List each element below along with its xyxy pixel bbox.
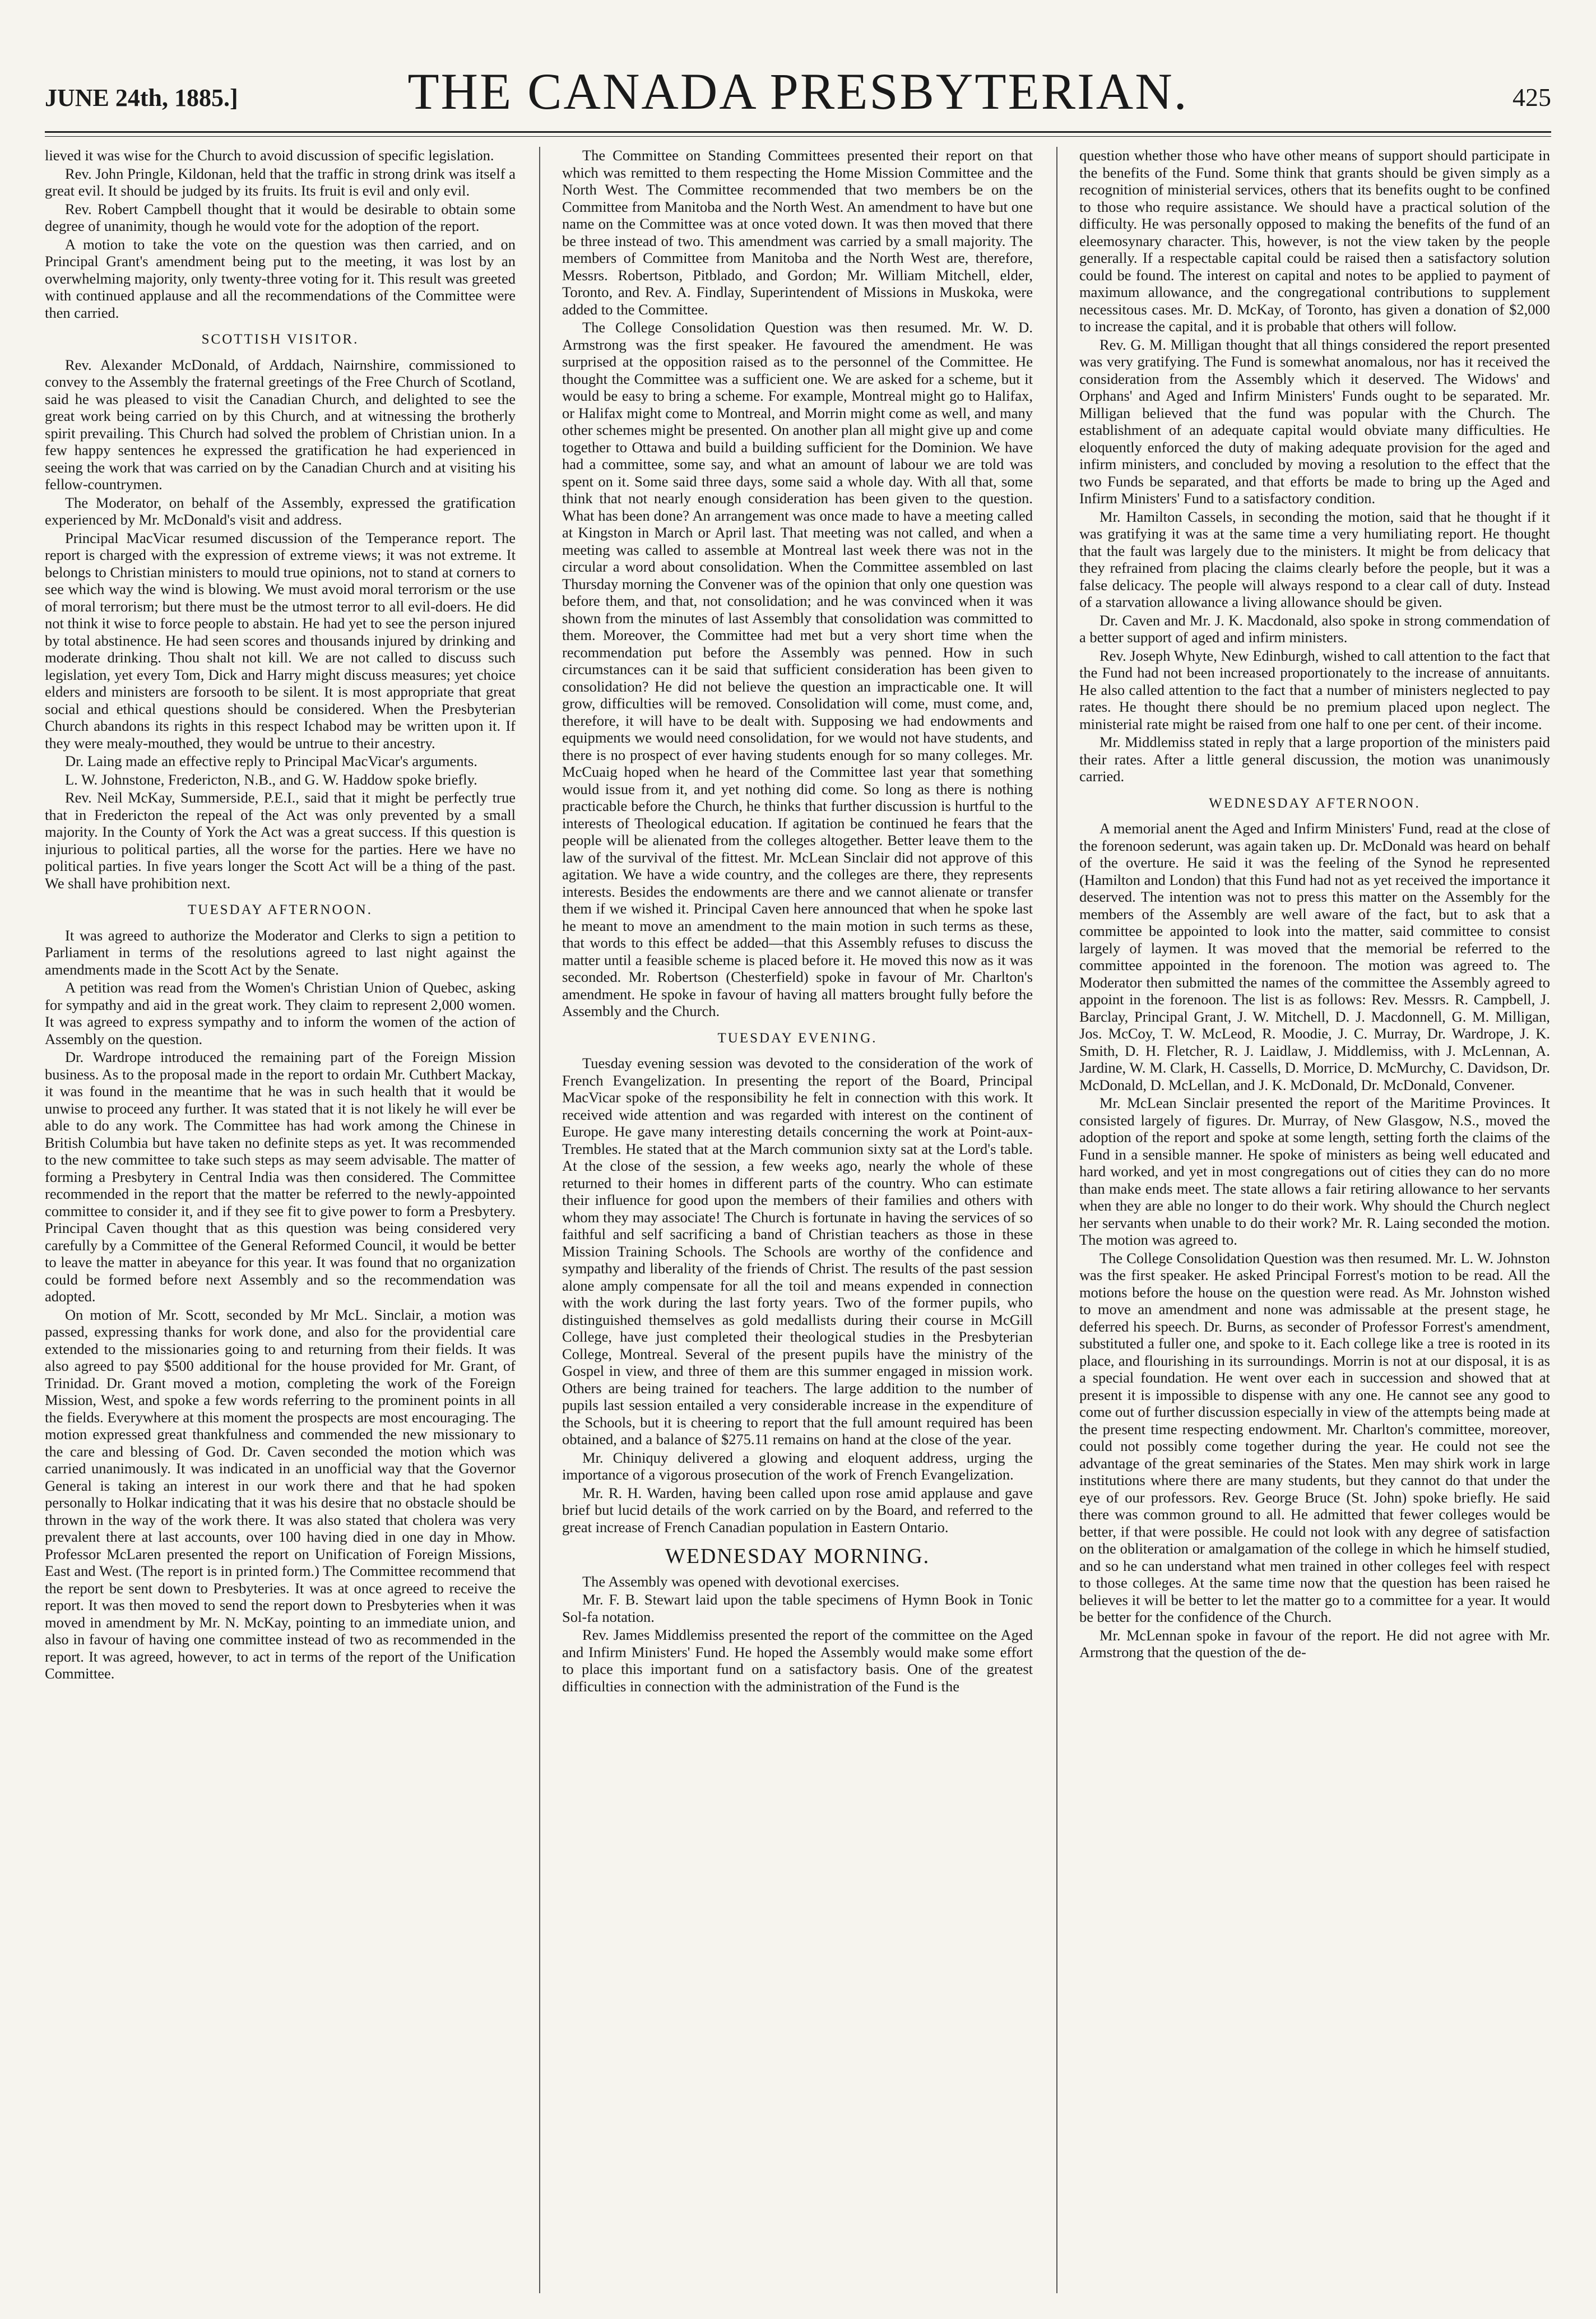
paragraph: Mr. F. B. Stewart laid upon the table specimens of Hymn Book in Tonic Sol-fa notation. <box>562 1591 1033 1625</box>
paragraph: L. W. Johnstone, Fredericton, N.B., and G. W. Haddow spoke briefly. <box>65 771 477 788</box>
paragraph: lieved it was wise for the Church to avoid discussion of specific legislation. <box>45 147 494 164</box>
paragraph: Mr. Middlemiss stated in reply that a large proportion of the ministers paid their rates. After a little general discussion, the motion was unanimously carried. <box>1079 734 1550 785</box>
paragraph: Rev. James Middlemiss presented the report of the committee on the Aged and Infirm Ministers' Fund. He hoped the Assembly would make some effort to place this important fund on a satisfactory basis. One of the greatest difficulties in connection with the administration of the Fund is the <box>562 1626 1033 1695</box>
paragraph: The Committee on Standing Committees presented their report on that which was remitted to them respecting the Home Mission Committee and the North West. The Committee recommended that two members be on the Committee from Manitoba and the North West. An amendment to have but one name on the Committee was at once voted down. It was then moved that there be three instead of two. This amendment was carried by a small majority. The members of Committee from Manitoba and the North West are, therefore, Messrs. Robertson, Pitblado, and Gordon; Mr. William Mitchell, elder, Toronto, and Rev. A. Findlay, Superintendent of Missions in Muskoka, were added to the Committee. <box>562 147 1033 318</box>
paragraph: The Moderator, on behalf of the Assembly, expressed the gratification experienced by Mr. McDonald's visit and address. <box>45 494 516 528</box>
paragraph: Rev. Joseph Whyte, New Edinburgh, wished to call attention to the fact that the Fund had not been increased proportionately to the increase of annuitants. He also called attention to the fact that a number of ministers neglected to pay rates. He thought there should be no premium placed upon neglect. The ministerial rate might be raised from one half to one per cent. of their income. <box>1079 647 1550 732</box>
column-2 <box>562 147 1033 2293</box>
section-heading: WEDNESDAY AFTERNOON. <box>1209 795 1421 811</box>
paragraph: Rev. John Pringle, Kildonan, held that the traffic in strong drink was itself a great evil. It should be judged by its fruits. Its fruit is evil and only evil. <box>45 165 516 199</box>
paragraph: Rev. Neil McKay, Summerside, P.E.I., said that it might be perfectly true that in Fredericton the repeal of the Act was only prevented by a small majority. In the County of York the Act was a great success. If this question is injurious to political parties, all the worse for the parties. Here we have no political parties. In five years longer the Scott Act will be a thing of the past. We shall have prohibition next. <box>45 789 516 892</box>
paragraph: A motion to take the vote on the question was then carried, and on Principal Grant's amendment being put to the meeting, it was lost by an overwhelming majority, only twenty-three voting for it. This result was greeted with continued applause and all the recommendations of the Committee were then carried. <box>45 235 516 321</box>
section-heading: TUESDAY EVENING. <box>717 1030 878 1046</box>
paragraph: The Assembly was opened with devotional exercises. <box>582 1573 899 1590</box>
paragraph: Dr. Wardrope introduced the remaining part of the Foreign Mission business. As to the proposal made in the report to ordain Mr. Cuthbert Mackay, it was found in the meantime that he was in such health that it would be unwise to proceed any further. It was stated that it is not likely he will ever be able to do any work. The Committee has had work among the Chinese in British Columbia but have taken no definite steps as yet. It was recommended to the new committee to take such steps as may seem advisable. The matter of forming a Presbytery in Central India was then considered. The Committee recommended in the report that the matter be referred to the newly-appointed committee to consider it, and if they see fit to give power to form a Presbytery. Principal Caven thought that as this question was being considered very carefully by a Committee of the General Reformed Council, it would be better to leave the matter in abeyance for this year. It was found that no organization could be formed before next Assembly and so the recommendation was adopted. <box>45 1049 516 1305</box>
paragraph: Tuesday evening session was devoted to the consideration of the work of French Evangelization. In presenting the report of the Board, Principal MacVicar spoke of the responsibility he felt in connection with this work. It received wide attention and was regarded with interest on the continent of Europe. He gave many interesting details concerning the work at Point-aux-Trembles. He stated that at the March communion sixty sat at the Lord's table. At the close of the session, a few weeks ago, nearly the whole of these returned to their homes in different parts of the country. Who can estimate their influence for good upon the members of their families and others with whom they may associate! The Church is fortunate in having the services of so faithful and self sacrificing a band of Christian teachers as those in these Mission Training Schools. The Schools are worthy of the confidence and sympathy and liberality of the friends of Christ. The results of the past session alone amply compensate for all the toil and means expended in connection with the work during the last forty years. Two of the former pupils, who distinguished themselves as gold medallists during their course in McGill College, have just completed their theological studies in the Presbyterian College, Montreal. Several of the present pupils have the ministry of the Gospel in view, and three of them are this summer engaged in mission work. Others are being trained for teachers. The large addition to the number of pupils last session entailed a very considerable increase in the expenditure of the Schools, but it is cheering to report that the full amount required has been obtained, and a balance of $275.11 remains on hand at the close of the year. <box>562 1055 1033 1448</box>
section-heading: TUESDAY AFTERNOON. <box>188 902 373 917</box>
page-number: 425 <box>1513 83 1551 112</box>
paragraph: Principal MacVicar resumed discussion of the Temperance report. The report is charged with the expression of extreme views; it was not extreme. It belongs to Christian ministers to mould true opinions, not to stand at corners to see which way the wind is blowing. We must avoid moral terrorism or the use of moral terrorism; but there must be the utmost terror to all evil-doers. He did not think it wise to force people to abstain. He had yet to see the person injured by total abstinence. He had seen scores and thousands injured by drinking and moderate drinking. Thou shalt not kill. We are not called to discuss such legislation, yet every Tom, Dick and Harry might discuss measures; yet choice elders and ministers are forsooth to be silent. It is most appropriate that great social and ethical questions should be considered. When the Presbyterian Church abandons its rights in this respect Ichabod may be written upon it. If they were mealy-mouthed, they would be untrue to their ancestry. <box>45 529 516 752</box>
paragraph: Rev. G. M. Milligan thought that all things considered the report presented was very gratifying. The Fund is somewhat anomalous, nor has it received the consideration from the Assembly which it deserved. The Widows' and Orphans' and Aged and Infirm Ministers' Funds ought to be separated. Mr. Milligan believed that the fund was popular with the Church. The establishment of an adequate capital would obviate many difficulties. He eloquently enforced the duty of making adequate provision for the aged and infirm ministers, and concluded by moving a resolution to the effect that the two Funds be separated, and that efforts be made to bring up the Aged and Infirm Ministers' Fund to a satisfactory condition. <box>1079 336 1550 507</box>
paragraph: The College Consolidation Question was then resumed. Mr. W. D. Armstrong was the first speaker. He favoured the amendment. He was surprised at the opposition raised as to the personnel of the Committee. He thought the Committee was a sufficient one. We are asked for a scheme, but it would be easy to bring a scheme. For example, Montreal might go to Halifax, or Halifax might come to Montreal, and Morrin might come as well, and many other schemes might be presented. On another plan all might give up and come together to Ottawa and build a building sufficient for the Dominion. We have had a committee, some say, and what an amount of labour we are told was spent on it. Some said three days, some said a whole day. With all that, some think that not nearly enough consideration has been given to the question. What has been done? An arrangement was once made to have a meeting called at Kingston in March or April last. That meeting was not called, and when a meeting was called to assemble at Montreal last week there was not in the circular a word about consolidation. When the Committee assembled on last Thursday morning the Convener was of the opinion that only one question was before them, and that, not consolidation; and he was convinced when it was shown from the minutes of last Assembly that consolidation was committed to them. Moreover, the Committee had met but a very short time when the recommendation put before the Assembly was penned. How in such circumstances can it be said that sufficient consideration has been given to consolidation? He did not believe the question an impracticable one. It will grow, difficulties will be removed. Consolidation will come, must come, and, therefore, it will have to be dealt with. Supposing we had endowments and equipments we would need consolidation, for we would not have students, and there is no prospect of ever having students enough for so many colleges. Mr. McCuaig hoped when he heard of the Committee last year that something would issue from it, and yet nothing did come. So long as there is nothing practicable before the Church, he thinks that further discussion is hurtful to the interests of Theological education. If agitation be continued he fears that the people will be alienated from the colleges altogether. Better leave them to the law of the survival of the fittest. Mr. McLean Sinclair did not approve of this agitation. We have a wide country, and the colleges are there, they represents interests. Besides the endowments are there and we cannot alienate or transfer them if we wished it. Principal Caven here announced that when he spoke last he meant to move an amendment to the main motion in such terms as these, that words to this effect be added—that this Assembly refuses to discuss the matter until a feasible scheme is placed before it. He moved this now as it was seconded. Mr. Robertson (Chesterfield) spoke in favour of Mr. Charlton's amendment. He spoke in favour of having all matters brought fully before the Assembly and the Church. <box>562 319 1033 1019</box>
paragraph: Mr. Chiniquy delivered a glowing and eloquent address, urging the importance of a vigorous prosecution of the work of French Evangelization. <box>562 1449 1033 1483</box>
masthead-rule <box>45 131 1551 137</box>
paragraph: The College Consolidation Question was then resumed. Mr. L. W. Johnston was the first speaker. He asked Principal Forrest's motion to be read. All the motions before the house on the question were read. As Mr. Johnston wished to move an amendment and none was admissable at the present stage, he deferred his speech. Dr. Burns, as seconder of Professor Forrest's amendment, substituted a fuller one, and spoke to it. Each college like a tree is rooted in its place, and flourishing in its surroundings. Morrin is not at our disposal, it is as a special foundation. He went over each in succession and showed that at present it is impossible to dispense with any one. He cannot see any good to come out of further discussion especially in view of the attempts being made at the present time respecting endowment. Mr. Charlton's committee, moreover, could not possibly come together during the year. He could not see the advantage of the great seminaries of the States. Men may shirk work in large institutions where there are many students, but they cannot do that under the eye of our professors. Rev. George Bruce (St. John) spoke briefly. He said there was common ground to all. He admitted that fewer colleges would be better, if that were possible. He could not look with any degree of satisfaction on the obliteration or amalgamation of the college in which he himself studied, and so he can understand what men trained in other colleges feel with respect to those colleges. At the same time now that the question has been raised he believes it will be better to let the matter go to a committee for a year. It would be better for the confidence of the Church. <box>1079 1249 1550 1625</box>
paragraph: Rev. Robert Campbell thought that it would be desirable to obtain some degree of unanimity, though he would vote for the adoption of the report. <box>45 200 516 234</box>
paragraph: A memorial anent the Aged and Infirm Ministers' Fund, read at the close of the forenoon sederunt, was again taken up. Dr. McDonald was heard on behalf of the overture. He said it was the feeling of the Synod he represented (Hamilton and London) that this Fund had not as yet received the importance it deserved. The intention was not to press this matter on the Assembly for the members of the Assembly are well aware of the fact, but to ask that a committee be appointed to look into the matter, said committee to consist largely of laymen. It was moved that the memorial be referred to the committee appointed in the forenoon. The motion was agreed to. The Moderator then submitted the names of the committee the Assembly agreed to appoint in the forenoon. The list is as follows: Rev. Messrs. R. Campbell, J. Barclay, Principal Grant, J. W. Mitchell, D. J. Macdonnell, G. M. Milligan, Jos. McCoy, T. W. McLeod, R. Moodie, J. C. Murray, Dr. Wardrope, J. K. Smith, D. H. Fletcher, R. J. Laidlaw, J. Middlemiss, with J. McLennan, A. Jardine, W. M. Clark, H. Cassells, D. Morrice, D. McMurchy, C. Davidson, Dr. McDonald, D. McLellan, and J. K. McDonald, Dr. McDonald, Convener. <box>1079 820 1550 1093</box>
section-heading-large: WEDNESDAY MORNING. <box>665 1545 930 1568</box>
masthead <box>45 45 1551 129</box>
paragraph: Mr. Hamilton Cassels, in seconding the motion, said that he thought if it was gratifying it was at the same time a very humiliating report. He thought that the fault was largely due to the ministers. It might be from delicacy that they refrained from placing the claims clearly before the people, but it was a false delicacy. The people will always respond to a clear call of duty. Instead of a starvation allowance a living allowance should be given. <box>1079 508 1550 610</box>
section-heading: SCOTTISH VISITOR. <box>201 332 359 347</box>
paragraph: It was agreed to authorize the Moderator and Clerks to sign a petition to Parliament in terms of the resolutions agreed to last night against the amendments made in the Scott Act by the Senate. <box>45 926 516 978</box>
paragraph: Mr. R. H. Warden, having been called upon rose amid applause and gave brief but lucid details of the work carried on by the Board, and referred to the great increase of French Canadian population in Eastern Ontario. <box>562 1484 1033 1536</box>
paragraph: On motion of Mr. Scott, seconded by Mr McL. Sinclair, a motion was passed, expressing thanks for work done, and also for the providential care extended to the missionaries going to and returning from their fields. It was also agreed to pay $500 additional for the house provided for Mr. Grant, of Trinidad. Dr. Grant moved a motion, completing the work of the Foreign Mission, West, and spoke a few words referring to the prominent points in all the fields. Everywhere at this moment the prospects are most encouraging. The motion expressed great thankfulness and commended the new missionary to the care and blessing of God. Dr. Caven seconded the motion which was carried unanimously. It was indicated in an unofficial way that the Governor General is taking an interest in our work there and that he had spoken personally to Holkar indicating that it was his desire that no obstacle should be thrown in the way of the work there. It was also stated that cholera was very prevalent there at last accounts, over 100 having died in one day in Mhow. Professor McLaren presented the report on Unification of Foreign Missions, East and West. (The report is in printed form.) The Committee recommend that the report be sent down to Presbyteries. It was at once agreed to receive the report. It was then moved to send the report down to Presbyteries when it was moved in amendment by Mr. N. McKay, pointing to an immediate union, and also in favour of having one committee instead of two as recommended in the report. It was agreed, however, to act in terms of the report of the Unification Committee. <box>45 1306 516 1682</box>
column-divider <box>539 147 540 2293</box>
paragraph: Mr. McLean Sinclair presented the report of the Maritime Provinces. It consisted largely of figures. Dr. Murray, of New Glasgow, N.S., moved the adoption of the report and spoke at some length, setting forth the claims of the Fund in a sensible manner. He spoke of ministers as being well educated and hard worked, and yet in most congregations out of cities they can do no more than make ends meet. The state allows a fair retiring allowance to her servants when they are able no longer to do their work. Why should the Church neglect her servants when unable to do their work? Mr. R. Laing seconded the motion. The motion was agreed to. <box>1079 1094 1550 1248</box>
paragraph: Dr. Laing made an effective reply to Principal MacVicar's arguments. <box>65 753 477 769</box>
newspaper-title: THE CANADA PRESBYTERIAN. <box>407 63 1189 120</box>
column-1 <box>45 147 516 2293</box>
issue-date: JUNE 24th, 1885.] <box>45 84 238 112</box>
paragraph: A petition was read from the Women's Christian Union of Quebec, asking for sympathy and aid in the great work. They claim to represent 2,000 women. It was agreed to express sympathy and to inform the women of the action of Assembly on the question. <box>45 979 516 1047</box>
paragraph: Mr. McLennan spoke in favour of the report. He did not agree with Mr. Armstrong that the question of the de- <box>1079 1626 1550 1661</box>
column-divider <box>1056 147 1057 2293</box>
column-3 <box>1079 147 1550 2293</box>
paragraph: question whether those who have other means of support should participate in the benefits of the Fund. Some think that grants should be given simply as a recognition of ministerial services, others that its benefits ought to be confined to those who require assistance. We should have a practical solution of the difficulty. He was personally opposed to making the benefits of the fund of an eleemosynary character. This, however, is not the view taken by the people generally. If a respectable capital could be raised then a satisfactory solution could be found. The interest on capital and notes to be applied to payment of maximum allowance, and the congregational contributions to supplement necessitous cases. Mr. D. McKay, of Toronto, has given a donation of $2,000 to increase the capital, and it is probable that others will follow. <box>1079 147 1550 335</box>
paragraph: Dr. Caven and Mr. J. K. Macdonald, also spoke in strong commendation of a better support of aged and infirm ministers. <box>1079 611 1550 646</box>
paragraph: Rev. Alexander McDonald, of Arddach, Nairnshire, commissioned to convey to the Assembly the fraternal greetings of the Free Church of Scotland, said he was pleased to visit the Canadian Church, and delighted to see the great work being carried on by this Church, and at witnessing the brotherly spirit prevailing. This Church had solved the problem of Christian union. In a few happy sentences he expressed the gratification he had experienced in seeing the work that was carried on by the Canadian Church and at visiting his fellow-countrymen. <box>45 356 516 493</box>
